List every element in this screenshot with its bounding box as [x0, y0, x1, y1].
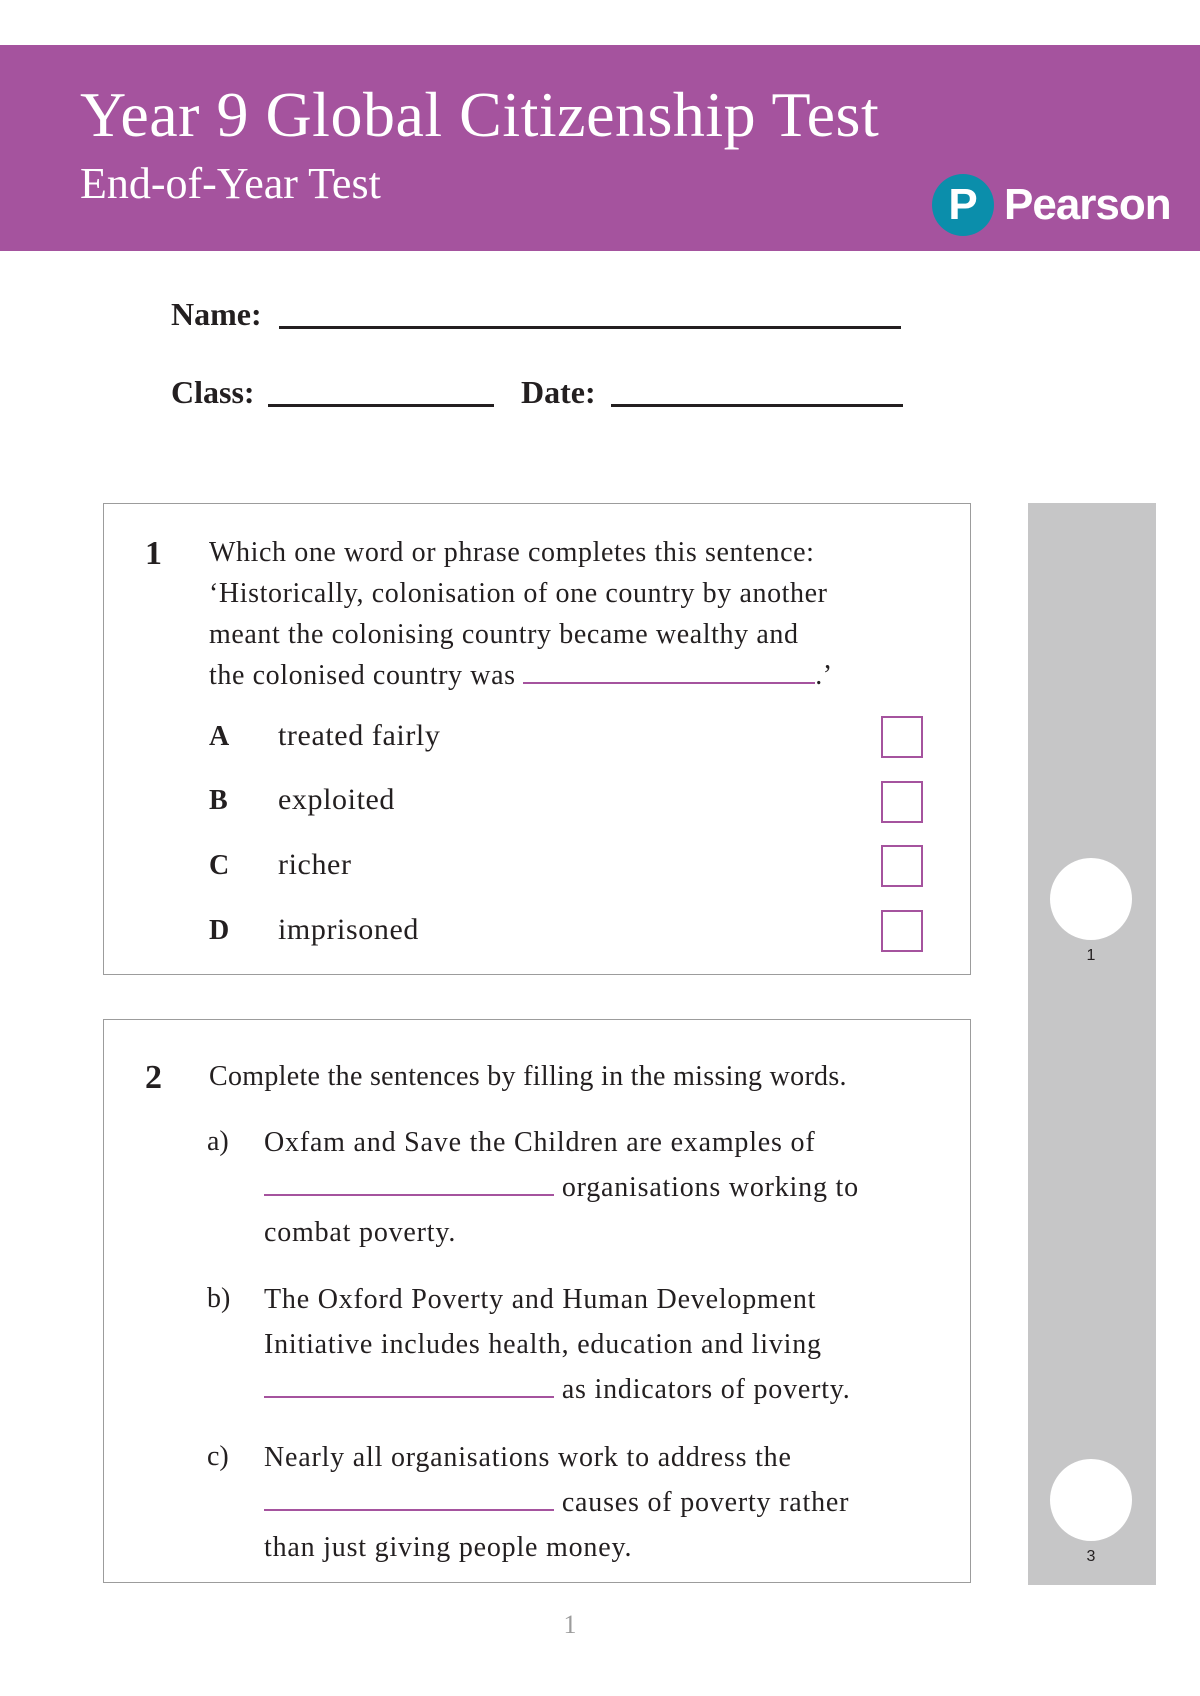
part-b-letter: b) — [207, 1283, 231, 1314]
question-1-line: meant the colonising country became wealthy and — [209, 619, 799, 650]
date-label: Date: — [521, 374, 596, 410]
part-a-line: organisations working to — [264, 1165, 859, 1210]
option-d-letter: D — [209, 915, 230, 946]
class-label: Class: — [171, 374, 255, 410]
question-2-number: 2 — [145, 1059, 162, 1096]
option-a-text: treated fairly — [278, 719, 441, 752]
question-1-max-marks: 1 — [1086, 947, 1096, 964]
question-2-prompt: Complete the sentences by filling in the missing words. — [209, 1061, 847, 1092]
option-d-checkbox[interactable] — [881, 910, 923, 952]
pearson-logo-icon: P — [932, 174, 994, 236]
name-label: Name: — [171, 296, 262, 332]
question-1-text — [209, 532, 949, 696]
question-1-line: Which one word or phrase completes this sentence: — [209, 537, 815, 568]
part-c-text — [264, 1435, 849, 1570]
part-a-letter: a) — [207, 1126, 229, 1157]
part-a-blank[interactable] — [264, 1194, 554, 1196]
question-1-line: the colonised country was .’ — [209, 660, 833, 691]
part-c-line: causes of poverty rather — [264, 1480, 849, 1525]
class-field[interactable] — [268, 404, 494, 407]
part-b-line: Initiative includes health, education and living — [264, 1329, 822, 1360]
test-subtitle: End-of-Year Test — [80, 159, 381, 208]
part-b-blank[interactable] — [264, 1396, 554, 1398]
part-a-line: combat poverty. — [264, 1217, 457, 1248]
option-a-checkbox[interactable] — [881, 716, 923, 758]
part-c-line: than just giving people money. — [264, 1532, 633, 1563]
question-1-line: ‘Historically, colonisation of one country by another — [209, 578, 828, 609]
part-a-text — [264, 1120, 859, 1255]
option-c-letter: C — [209, 850, 230, 881]
name-field[interactable] — [279, 326, 901, 329]
option-b-text: exploited — [278, 783, 396, 816]
option-b-checkbox[interactable] — [881, 781, 923, 823]
pearson-logo-text: Pearson — [1004, 180, 1171, 229]
marks-column — [1028, 503, 1156, 1585]
option-b-letter: B — [209, 785, 228, 816]
question-1-mark-circle[interactable] — [1050, 858, 1132, 940]
test-title: Year 9 Global Citizenship Test — [80, 79, 880, 150]
option-a-letter: A — [209, 721, 230, 752]
part-b-line: as indicators of poverty. — [264, 1367, 851, 1412]
part-b-text — [264, 1277, 851, 1412]
option-d-text: imprisoned — [278, 913, 419, 946]
part-a-line: Oxfam and Save the Children are examples of — [264, 1127, 816, 1158]
question-2-max-marks: 3 — [1086, 1548, 1096, 1565]
part-c-blank[interactable] — [264, 1509, 554, 1511]
page-number: 1 — [563, 1610, 577, 1639]
part-c-line: Nearly all organisations work to address the — [264, 1442, 792, 1473]
part-b-line: The Oxford Poverty and Human Development — [264, 1284, 817, 1315]
question-1-blank — [523, 682, 815, 684]
option-c-checkbox[interactable] — [881, 845, 923, 887]
question-2-mark-circle[interactable] — [1050, 1459, 1132, 1541]
question-1-number: 1 — [145, 535, 162, 572]
part-c-letter: c) — [207, 1441, 229, 1472]
date-field[interactable] — [611, 404, 903, 407]
option-c-text: richer — [278, 848, 352, 881]
